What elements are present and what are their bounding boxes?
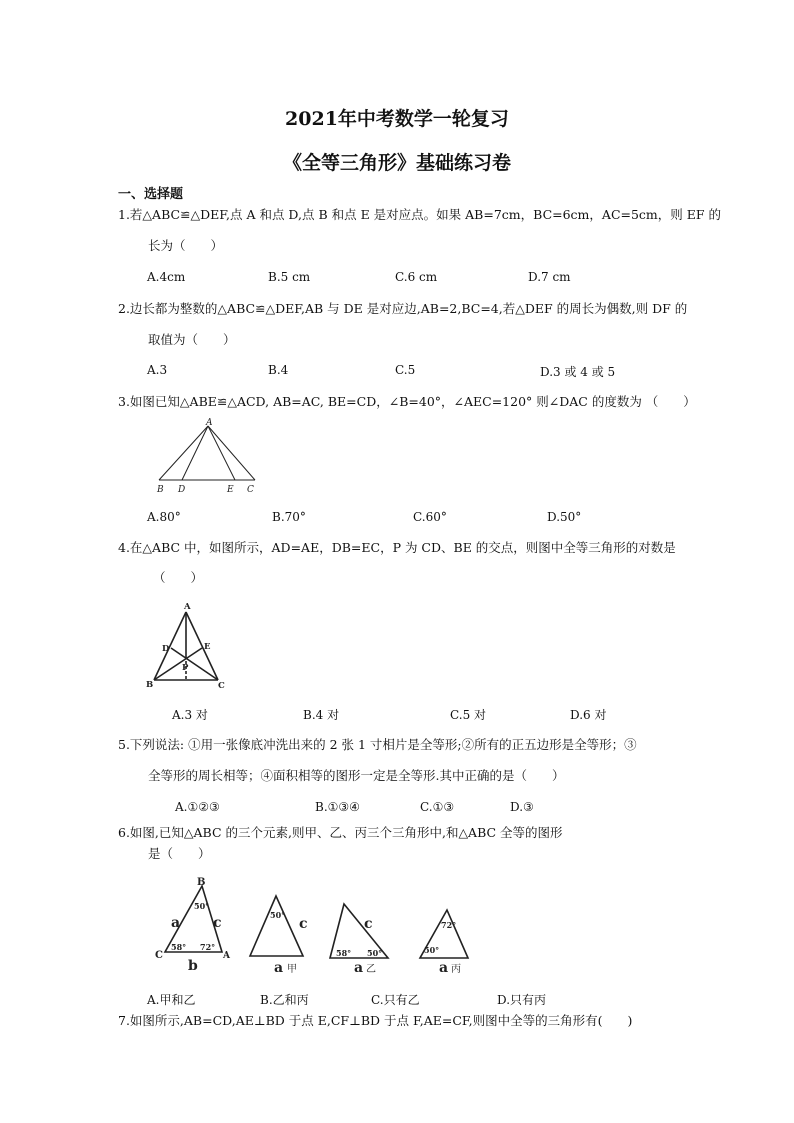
q5-option-a: A.①②③ [175, 800, 220, 814]
document-subtitle: 《全等三角形》基础练习卷 [282, 152, 511, 174]
q4-label-b: B [146, 680, 154, 690]
q6-jia-side-c: c [299, 916, 308, 932]
q6-jia-name: 甲 [287, 964, 297, 975]
q6-bing-angle-top: 72° [441, 920, 457, 930]
q4-label-a: A [184, 602, 191, 612]
q1-option-a: A.4cm [147, 270, 186, 284]
question-6-text: 6.如图,已知△ABC 的三个元素,则甲、乙、丙三个三角形中,和△ABC 全等的图形 [118, 825, 563, 840]
q6-abc-angle-c: 58° [171, 942, 187, 952]
question-3-figure [155, 418, 265, 496]
q2-option-b: B.4 [268, 363, 289, 377]
question-6-text-cont: 是（ ） [148, 846, 211, 861]
q6-jia-angle: 50° [270, 910, 286, 920]
q4-label-e: E [204, 642, 211, 652]
q3-label-a: A [206, 418, 213, 428]
q2-option-d: D.3 或 4 或 5 [540, 365, 616, 379]
q4-label-c: C [218, 681, 225, 691]
q6-abc-vertex-a: A [223, 951, 230, 961]
q4-option-d: D.6 对 [570, 708, 607, 722]
question-7-text: 7.如图所示,AB=CD,AE⊥BD 于点 E,CF⊥BD 于点 F,AE=CF,则图中全等的三角形有( ) [118, 1013, 633, 1028]
q5-option-d: D.③ [510, 800, 534, 814]
q4-option-b: B.4 对 [303, 708, 340, 722]
q3-option-a: A.80° [147, 510, 181, 524]
q6-abc-angle-a: 72° [200, 942, 216, 952]
q1-option-c: C.6 cm [395, 270, 438, 284]
q6-bing-name: 丙 [451, 964, 461, 975]
q4-label-d: D [162, 644, 170, 654]
document-title: 2021年中考数学一轮复习 [285, 108, 509, 130]
q3-label-e: E [227, 485, 234, 495]
question-5-text: 5.下列说法: ①用一张像底冲洗出来的 2 张 1 寸相片是全等形;②所有的正五边形是全等形；③ [118, 737, 637, 752]
q4-label-p: P [182, 663, 189, 673]
q6-abc-side-c: c [213, 915, 222, 931]
q6-yi-name: 乙 [366, 964, 376, 975]
q6-abc-side-b: b [188, 958, 198, 974]
question-4-figure [140, 598, 240, 692]
q4-option-a: A.3 对 [172, 708, 208, 722]
q6-option-b: B.乙和丙 [260, 993, 309, 1007]
q1-option-d: D.7 cm [528, 270, 571, 284]
q6-bing-angle-left: 50° [424, 945, 440, 955]
q3-option-b: B.70° [272, 510, 306, 524]
q3-label-c: C [247, 485, 254, 495]
q6-yi-angle-right: 50° [367, 948, 383, 958]
section-heading: 一、选择题 [118, 187, 184, 202]
q3-option-d: D.50° [547, 510, 582, 524]
q6-abc-vertex-c: C [155, 950, 163, 961]
q6-bing-side-a: a [439, 960, 449, 976]
question-4-text: 4.在△ABC 中，如图所示，AD=AE，DB=EC，P 为 CD、BE 的交点，则图中全等三角形的对数是 [118, 540, 676, 555]
question-2-text: 2.边长都为整数的△ABC≌△DEF,AB 与 DE 是对应边,AB=2,BC=4,若△DEF 的周长为偶数,则 DF 的 [118, 301, 688, 316]
q6-option-c: C.只有乙 [371, 993, 420, 1007]
q6-option-a: A.甲和乙 [147, 993, 196, 1007]
q2-option-a: A.3 [147, 363, 168, 377]
q2-option-c: C.5 [395, 363, 416, 377]
q5-option-c: C.①③ [420, 800, 455, 814]
q6-yi-angle-left: 58° [336, 948, 352, 958]
q3-option-c: C.60° [413, 510, 447, 524]
question-5-text-cont: 全等形的周长相等；④面积相等的图形一定是全等形.其中正确的是（ ） [148, 768, 565, 783]
q6-abc-angle-b: 50° [194, 901, 210, 911]
question-2-text-cont: 取值为（ ） [148, 332, 236, 347]
question-1-text: 1.若△ABC≌△DEF,点 A 和点 D,点 B 和点 E 是对应点。如果 AB=7cm，BC=6cm，AC=5cm，则 EF 的 [118, 207, 722, 222]
question-4-text-cont: （ ） [153, 570, 204, 585]
q3-label-b: B [157, 485, 164, 495]
q6-yi-side-c: c [364, 916, 373, 932]
q1-option-b: B.5 cm [268, 270, 311, 284]
q4-option-c: C.5 对 [450, 708, 487, 722]
question-1-text-cont: 长为（ ） [148, 238, 224, 253]
q6-abc-side-a: a [171, 915, 181, 931]
q6-option-d: D.只有丙 [497, 993, 547, 1007]
question-6-figure [150, 876, 490, 980]
q6-abc-vertex-b: B [197, 877, 206, 888]
question-3-text: 3.如图已知△ABE≌△ACD, AB=AC, BE=CD，∠B=40°，∠AEC=120° 则∠DAC 的度数为 （ ） [118, 394, 696, 409]
q3-label-d: D [178, 485, 186, 495]
q6-jia-side-a: a [274, 960, 284, 976]
q6-yi-side-a: a [354, 960, 364, 976]
q5-option-b: B.①③④ [315, 800, 360, 814]
